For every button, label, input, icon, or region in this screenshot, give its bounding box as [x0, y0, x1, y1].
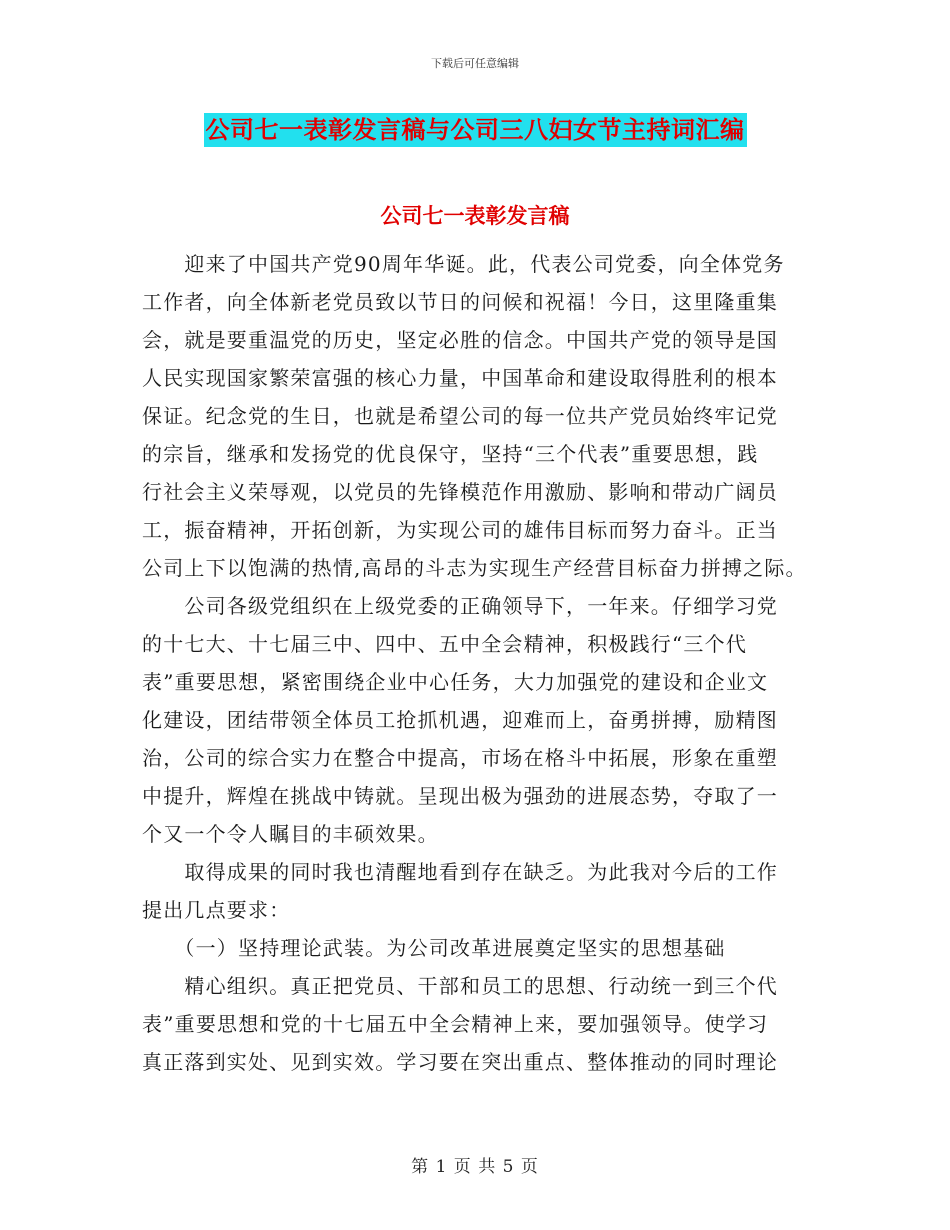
text-line: 的宗旨，继承和发扬党的优良保守，坚持“三个代表”重要思想，践 — [142, 442, 759, 466]
text-line: 表”重要思想，紧密围绕企业中心任务，大力加强党的建设和企业文 — [142, 670, 769, 694]
document-title-container — [0, 113, 950, 147]
text-line: 精心组织。真正把党员、干部和员工的思想、行动统一到三个代 — [142, 974, 778, 998]
section-title: 公司七一表彰发言稿 — [380, 204, 570, 228]
text-line: 提出几点要求： — [142, 898, 291, 922]
text-line: 化建设，团结带领全体员工抢抓机遇，迎难而上，奋勇拼搏，励精图 — [142, 708, 778, 732]
text-line: 工作者，向全体新老党员致以节日的问候和祝福！今日，这里隆重集 — [142, 290, 778, 314]
text-line: 公司各级党组织在上级党委的正确领导下，一年来。仔细学习党 — [142, 594, 778, 618]
text-line: 保证。纪念党的生日，也就是希望公司的每一位共产党员始终牢记党 — [142, 404, 778, 428]
text-line: 取得成果的同时我也清醒地看到存在缺乏。为此我对今后的工作 — [142, 860, 778, 884]
text-line: 行社会主义荣辱观，以党员的先锋模范作用激励、影响和带动广阔员 — [142, 480, 778, 504]
text-line: 真正落到实处、见到实效。学习要在突出重点、整体推动的同时理论 — [142, 1050, 778, 1074]
text-line: 会，就是要重温党的历史，坚定必胜的信念。中国共产党的领导是国 — [142, 328, 778, 352]
text-line: 迎来了中国共产党90周年华诞。此，代表公司党委，向全体党务 — [142, 252, 785, 276]
text-line: 治，公司的综合实力在整合中提高，市场在格斗中拓展，形象在重塑 — [142, 746, 778, 770]
page-footer: 第 1 页 共 5 页 — [411, 1157, 539, 1177]
text-line: 公司上下以饱满的热情,高昂的斗志为实现生产经营目标奋力拼搏之际。 — [142, 556, 807, 580]
text-line: 中提升，辉煌在挑战中铸就。呈现出极为强劲的进展态势，夺取了一 — [142, 784, 778, 808]
text-line: 人民实现国家繁荣富强的核心力量，中国革命和建设取得胜利的根本 — [142, 366, 778, 390]
text-line: 的十七大、十七届三中、四中、五中全会精神，积极践行“三个代 — [142, 632, 748, 656]
text-line: 表”重要思想和党的十七届五中全会精神上来，要加强领导。使学习 — [142, 1012, 769, 1036]
text-line: 工，振奋精神，开拓创新，为实现公司的雄伟目标而努力奋斗。正当 — [142, 518, 778, 542]
body-text — [142, 245, 822, 1081]
text-line: 个又一个令人瞩目的丰硕效果。 — [142, 822, 439, 846]
header-note: 下载后可任意编辑 — [431, 57, 519, 70]
text-line: （一）坚持理论武装。为公司改革进展奠定坚实的思想基础 — [142, 936, 726, 960]
document-title: 公司七一表彰发言稿与公司三八妇女节主持词汇编 — [204, 113, 747, 147]
